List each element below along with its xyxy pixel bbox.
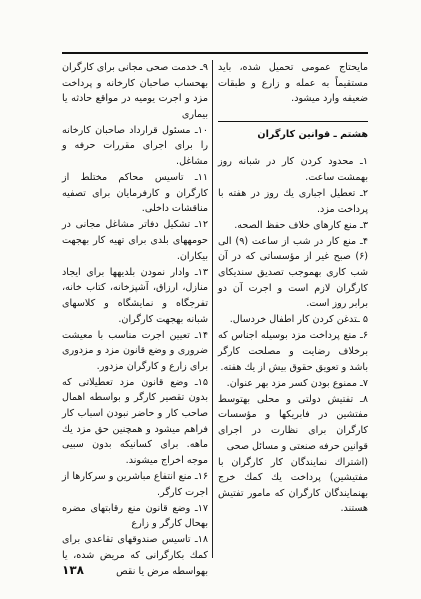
list-item: ۵ ـتدغن کردن کار اطفال خردسال. bbox=[229, 314, 368, 326]
list-item: (اشتراك نمایندگان کار کارگران با مفتیشین) پرداخت یك کمك خرج بهنمایندگان کارگران که مامور تفتیش هستند. bbox=[218, 456, 368, 515]
list-item: ۱۴ـ تعیین اجرت مناسب با معیشت ضروری و وضع قانون مزد و مزدوری برای زارع و کارگران مزدور. bbox=[62, 329, 208, 372]
list-item: ۱ـ محدود کردن کار در شبانه روز بهمشت ساعت. bbox=[218, 156, 368, 183]
left-column bbox=[62, 60, 208, 580]
list-item: ۶ـ منع پرداخت مزد بوسیله اجناس که برخلاف رضایت و مصلحت کارگر باشد و تعویق حقوق بیش از یك هفته. bbox=[218, 330, 368, 373]
list-item: ۱۰ـ مسئول قرارداد صاحبان کارخانه را برای اجرای مقررات حرفه و مشاغل. bbox=[62, 124, 208, 168]
page-number: ۱۳۸ bbox=[62, 563, 84, 577]
list-item: ۱۱ـ تاسیس محاکم مختلط از کارگران و کارفرمایان برای تصفیه مناقشات داخلی. bbox=[62, 172, 208, 215]
right-column bbox=[218, 60, 368, 518]
list-item: ۱۳ـ وادار نمودن بلدیهها برای ایجاد منازل، ارزاق، آشپزخانه، کتاب خانه، تفرجگاه و نمایشگاه و کلاسهای شبانه بهجهت کارگران. bbox=[62, 266, 208, 325]
list-item: ۱۸ـ تاسیس صندوقهای تقاعدی برای کمك بکارگرانی که مریض شده، یا بهواسطه مرض یا نقص bbox=[62, 534, 208, 577]
list-item: ۳ـ منع کارهای خلاف حفظ الصحه. bbox=[234, 219, 368, 231]
list-item: ۱۶ـ منع انتفاع مباشرین و سرکارها از اجرت کارگر. bbox=[62, 470, 208, 498]
list-item: ۱۷ـ وضع قانون منع رقابتهای مضره بهحال کارگر و زارع bbox=[62, 502, 208, 530]
list-item: ۱۵ـ وضع قانون مزد تعطیلاتی که بدون تقصیر کارگر و بواسطه اهمال صاحب کار و حاضر نبودن اسباب کار فراهم میشود و همچنین حق مزد یك ماهه. برای کسانیکه بدون سبیی موجه اخراج میشوند. bbox=[62, 376, 208, 466]
list-item: ۷ـ ممنوع بودن کسر مزد بهر عنوان. bbox=[226, 377, 368, 389]
section-heading-block bbox=[218, 121, 368, 143]
top-rule bbox=[62, 52, 368, 54]
section-title: هشتم ـ قوانین کارگران bbox=[257, 128, 368, 140]
heading-rule bbox=[218, 121, 368, 122]
list-item: ۴ـ منع کار در شب از ساعت (۹) الی (۶) صبح غیر از مؤسساتی که در آن شب کاری بهموجب تصدیق سندیکای کارگران لازم است و اجرت آن دو برابر روز است. bbox=[218, 235, 368, 310]
column-divider bbox=[212, 60, 213, 558]
list-item: ۱۲ـ تشکیل دفاتر مشاغل مجانی در حومههای بلدی برای تهیه کار بهجهت بیکاران. bbox=[62, 219, 208, 262]
list-item: ۹ـ خدمت صحی مجانی برای کارگران بهحساب صاحبان کارخانه و پرداخت مزد و اجرت یومیه در مواقع حادثه یا بیماری bbox=[62, 62, 208, 120]
intro-paragraph: مایحتاج عمومی تحمیل شده، باید مستقیماً به عمله و زارع و طبقات ضعیفه وارد میشود. bbox=[218, 62, 368, 105]
list-item: ۲ـ تعطیل اجباری یك روز در هفته با پرداخت مزد. bbox=[218, 188, 368, 215]
list-item: ۸ـ تفتیش دولتی و محلی بهتوسط مفتشین در فابریکها و مؤسسات کارگران برای نظارت در اجرای قوانین حرفه صنعتی و مسائل صحی bbox=[218, 393, 368, 452]
